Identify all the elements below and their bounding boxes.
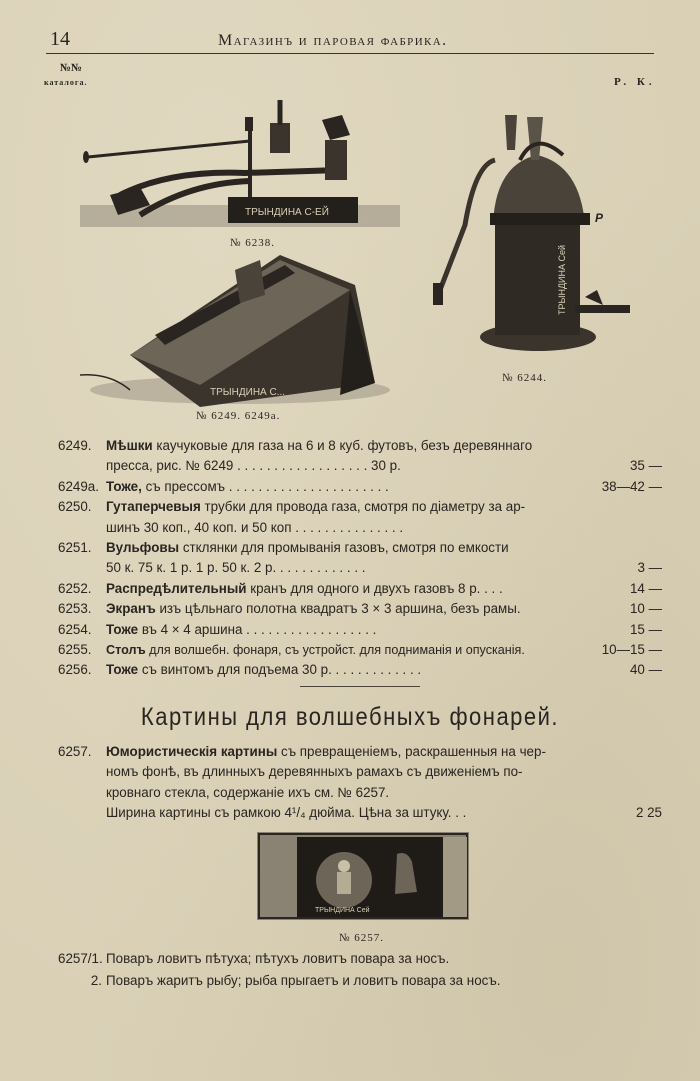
entry-name: Мѣшки: [106, 438, 153, 453]
price-list: [58, 436, 662, 681]
subitem-number: 6257/1.: [58, 951, 103, 966]
entry-6256: [58, 660, 662, 680]
entry-text: Ширина картины съ рамкою 4¹/₄ дюйма. Цѣна за штуку. . .: [106, 805, 467, 821]
entry-number: 6254.: [58, 621, 92, 637]
page-number: 14: [50, 28, 70, 50]
entry-name: Распредѣлительный: [106, 580, 247, 596]
entry-number: 6251.: [58, 540, 92, 556]
catalog-label: каталога.: [44, 78, 88, 87]
entry-6251: [58, 538, 662, 558]
entry-text: изъ цѣльнаго полотна квадратъ 3 × 3 аршина, безъ рамы.: [159, 601, 521, 617]
entry-number: 6255.: [58, 642, 92, 658]
entry-name: Экранъ: [106, 601, 156, 617]
entry-price: 14 —: [629, 580, 662, 596]
entry-price: 35 —: [629, 458, 662, 474]
slide-subitems: [58, 948, 662, 992]
generator-maker-label: ТРЫНДИНА Сей: [557, 244, 567, 315]
entry-number: 6256.: [58, 662, 92, 678]
entry-price: 10 —: [629, 601, 662, 617]
figure-caption-6244: № 6244.: [502, 372, 547, 384]
entry-name: Гутаперчевыя: [106, 499, 201, 515]
figure-caption-6249: № 6249. 6249а.: [196, 410, 281, 422]
figure-caption-6238: № 6238.: [230, 237, 275, 249]
currency-header: Р. К.: [614, 76, 656, 88]
generator-mark: P: [595, 211, 604, 225]
gas-generator-illustration: [425, 105, 640, 360]
entry-name: Тоже: [106, 662, 139, 678]
gas-bag-press-illustration: [80, 255, 410, 410]
entry-price: 10—15 —: [601, 642, 662, 658]
entry-name: Тоже,: [106, 478, 142, 494]
burner-maker-label: ТРЫНДИНА С-ЕЙ: [245, 207, 329, 218]
entry-text: съ превращеніемъ, раскрашенныя на чер-: [281, 744, 546, 759]
entry-6249a: [58, 477, 662, 497]
entry-name: Вульфовы: [106, 540, 180, 556]
section-title: Картины для волшебныхъ фонарей.: [140, 702, 560, 731]
entry-text: кранъ для одного и двухъ газовъ 8 р. . . .: [250, 580, 503, 596]
header-rule: [46, 53, 654, 54]
entry-name: Тоже: [106, 621, 139, 637]
entry-6250: [58, 497, 662, 517]
entry-price: 40 —: [629, 662, 662, 678]
entry-6253: [58, 599, 662, 619]
entry-text: шинъ 30 коп., 40 коп. и 50 коп . . . . . . . . . . . . . . .: [106, 519, 404, 535]
subitem-2: [58, 970, 662, 992]
entry-text: трубки для провода газа, смотря по діаметру за ар-: [204, 499, 526, 515]
entry-text: стклянки для промыванія газовъ, смотря по емкости: [182, 540, 509, 556]
entry-number: 6249.: [58, 438, 92, 453]
entry-price: 3 —: [637, 560, 662, 576]
entry-text: номъ фонѣ, въ длинныхъ деревянныхъ рамахъ съ движеніемъ по-: [106, 764, 523, 780]
entry-text: съ винтомъ для подъема 30 р. . . . . . . . . . . . .: [141, 662, 422, 678]
gas-burner-illustration: [80, 95, 410, 235]
entry-text: въ 4 × 4 аршина . . . . . . . . . . . . . . . . . .: [141, 621, 377, 637]
entry-6252: [58, 579, 662, 599]
subitem-1: [58, 948, 662, 970]
entry-number: 6252.: [58, 580, 92, 596]
slide-maker-label: ТРЫНДИНА Сей: [315, 907, 370, 914]
entry-number: 6253.: [58, 601, 92, 617]
entry-number: 6250.: [58, 499, 92, 515]
entry-number: 6257.: [58, 744, 92, 759]
entry-text: каучуковые для газа на 6 и 8 куб. футовъ, безъ деревяннаго: [156, 438, 533, 453]
press-maker-label: ТРЫНДИНА С...: [210, 387, 286, 398]
entry-price: [588, 518, 662, 538]
entry-6254: [58, 620, 662, 640]
subitem-text: Поваръ ловитъ пѣтуха; пѣтухъ ловитъ повара за носъ.: [106, 951, 450, 966]
entry-6255: [58, 640, 662, 660]
subitem-text: Поваръ жаритъ рыбу; рыба прыгаетъ и ловитъ повара за носъ.: [106, 973, 501, 988]
entry-text: для волшебн. фонаря, съ устройст. для подниманія и опусканія.: [149, 643, 525, 658]
entry-text: 50 к. 75 к. 1 р. 1 р. 50 к. 2 р. . . . . . . . . . . . .: [106, 560, 366, 576]
entry-text: съ прессомъ . . . . . . . . . . . . . . . . . . . . . .: [145, 478, 389, 494]
entry-name: Столъ: [106, 643, 146, 658]
entry-number: 6249а.: [58, 478, 99, 494]
entry-6249: [58, 436, 662, 456]
catalog-number-symbol: №№: [60, 62, 83, 74]
entry-price: 2 25: [635, 805, 662, 821]
entry-name: Юмористическія картины: [106, 744, 278, 759]
entry-price: 15 —: [629, 621, 662, 637]
subitem-number: 2.: [90, 973, 102, 988]
lantern-slide-illustration: [257, 832, 472, 922]
entry-price: 38—42 —: [601, 478, 662, 494]
figure-caption-6257: № 6257.: [339, 932, 384, 944]
entry-text: пресса, рис. № 6249 . . . . . . . . . . . . . . . . . . 30 р.: [106, 458, 401, 474]
page-title: Магазинъ и паровая фабрика.: [218, 32, 448, 49]
entry-text: кровнаго стекла, содержаніе ихъ см. № 6257.: [106, 784, 390, 800]
section-entry-6257: [58, 742, 662, 824]
section-divider: [300, 686, 420, 687]
